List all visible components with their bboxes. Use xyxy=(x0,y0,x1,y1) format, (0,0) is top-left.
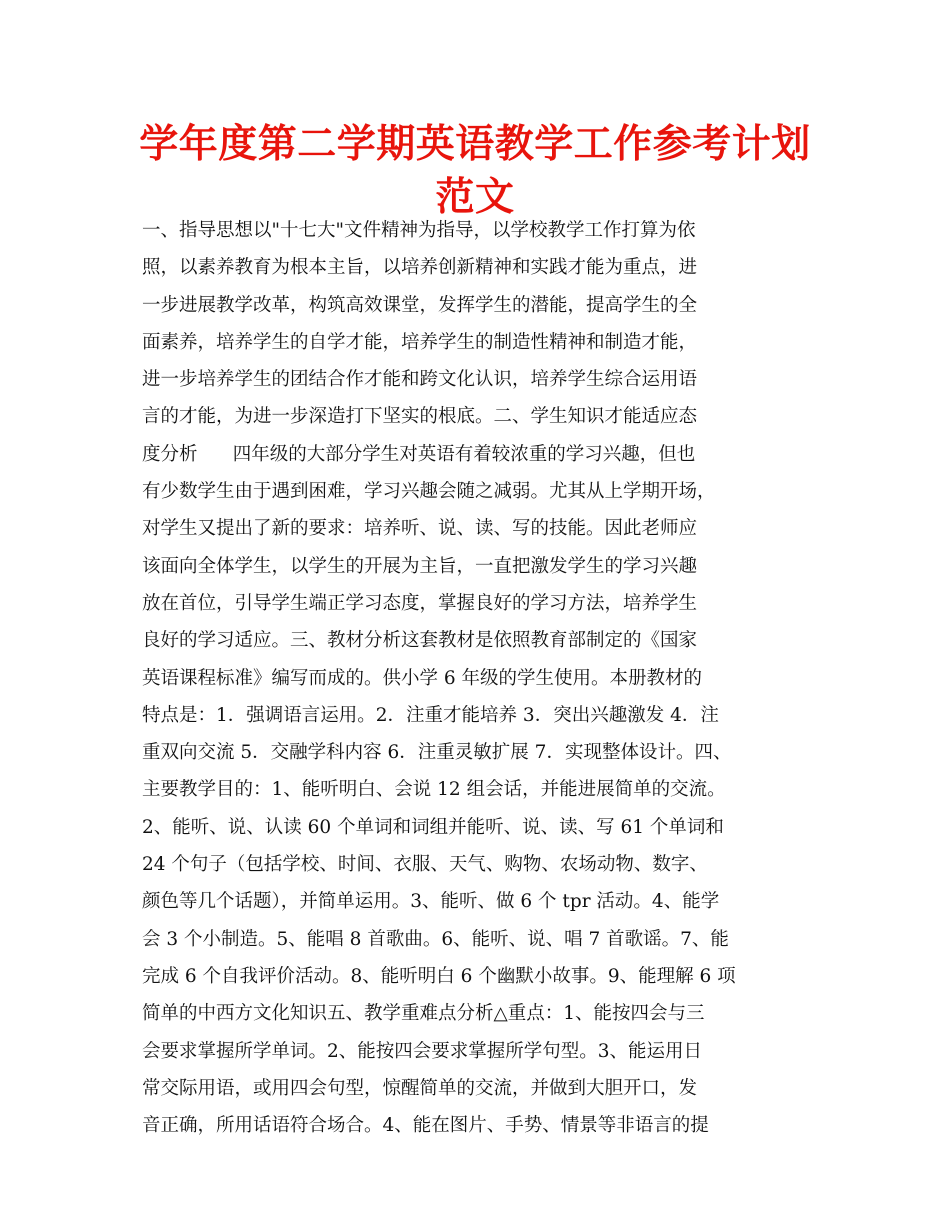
body-line: 特点是：1．强调语言运用。2．注重才能培养 3．突出兴趣激发 4．注 xyxy=(142,704,719,726)
body-line: 会要求掌握所学单词。2、能按四会要求掌握所学句型。3、能运用日 xyxy=(142,1040,703,1062)
body-line: 重双向交流 5．交融学科内容 6．注重灵敏扩展 7．实现整体设计。四、 xyxy=(142,742,732,764)
body-line: 度分析 四年级的大部分学生对英语有着较浓重的学习兴趣，但也 xyxy=(142,443,696,465)
body-line: 2、能听、说、认读 60 个单词和词组并能听、说、读、写 61 个单词和 xyxy=(142,816,724,838)
body-line: 简单的中西方文化知识五、教学重难点分析△重点：1、能按四会与三 xyxy=(142,1003,705,1025)
body-line: 颜色等几个话题），并简单运用。3、能听、做 6 个 tpr 活动。4、能学 xyxy=(142,891,720,913)
body-line: 常交际用语，或用四会句型，惊醒简单的交流，并做到大胆开口，发 xyxy=(142,1077,698,1099)
body-line: 英语课程标准》编写而成的。供小学 6 年级的学生使用。本册教材的 xyxy=(142,667,703,689)
body-line: 该面向全体学生，以学生的开展为主旨，一直把激发学生的学习兴趣 xyxy=(142,555,698,577)
body-line: 音正确，所用话语符合场合。4、能在图片、手势、情景等非语言的提 xyxy=(142,1115,709,1137)
body-line: 一、指导思想以"十七大"文件精神为指导，以学校教学工作打算为依 xyxy=(142,220,696,241)
body-line: 良好的学习适应。三、教材分析这套教材是依照教育部制定的《国家 xyxy=(142,630,698,652)
body-line: 照，以素养教育为根本主旨，以培养创新精神和实践才能为重点，进 xyxy=(142,257,698,279)
body-line: 言的才能，为进一步深造打下坚实的根底。二、学生知识才能适应态 xyxy=(142,406,698,428)
body-line: 主要教学目的：1、能听明白、会说 12 组会话，并能进展简单的交流。 xyxy=(142,779,726,801)
body-line: 会 3 个小制造。5、能唱 8 首歌曲。6、能听、说、唱 7 首歌谣。7、能 xyxy=(142,928,729,950)
body-line: 24 个句子（包括学校、时间、衣服、天气、购物、农场动物、数字、 xyxy=(142,854,708,876)
body-line: 放在首位，引导学生端正学习态度，掌握良好的学习方法，培养学生 xyxy=(142,592,698,614)
body-line: 完成 6 个自我评价活动。8、能听明白 6 个幽默小故事。9、能理解 6 项 xyxy=(142,965,736,987)
body-line: 面素养，培养学生的自学才能，培养学生的制造性精神和制造才能， xyxy=(142,331,698,353)
document-body xyxy=(142,212,822,1144)
body-line: 对学生又提出了新的要求：培养听、说、读、写的技能。因此老师应 xyxy=(142,518,698,540)
body-line: 有少数学生由于遇到困难，学习兴趣会随之减弱。尤其从上学期开场， xyxy=(142,481,716,503)
body-line: 一步进展教学改革，构筑高效课堂，发挥学生的潜能，提高学生的全 xyxy=(142,294,698,316)
document-title: 学年度第二学期英语教学工作参考计划范文 xyxy=(139,122,811,220)
body-line: 进一步培养学生的团结合作才能和跨文化认识，培养学生综合运用语 xyxy=(142,369,698,391)
